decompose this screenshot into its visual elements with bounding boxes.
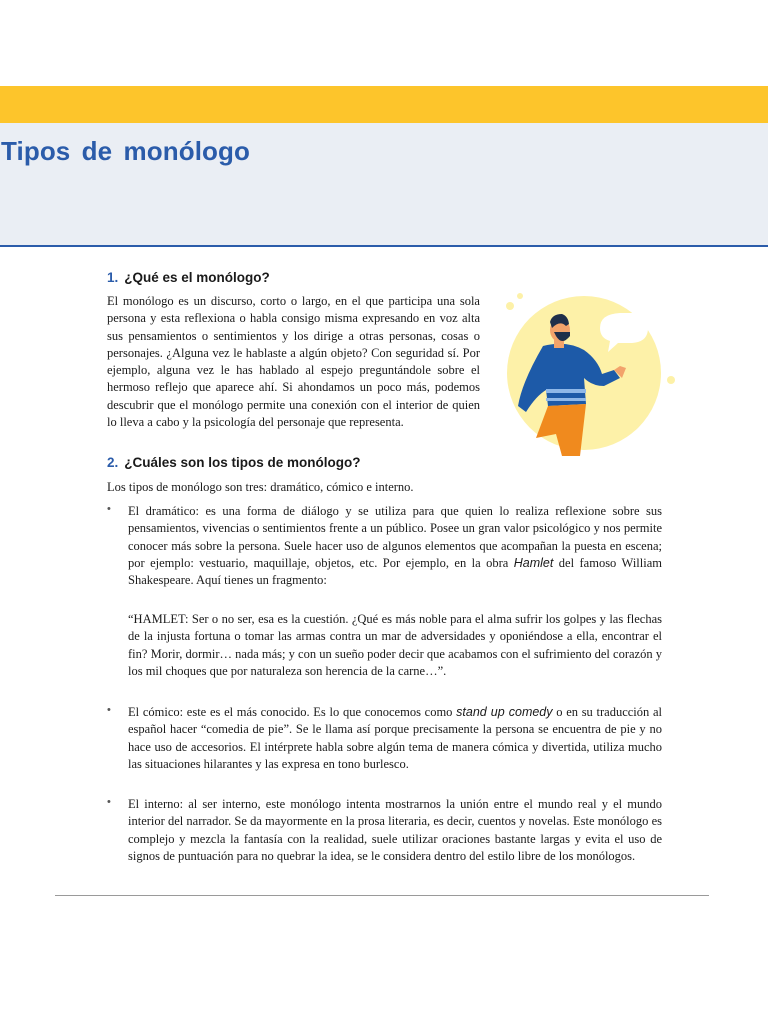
- illustration-dot: [506, 302, 514, 310]
- list-item-internal: [107, 796, 662, 865]
- header-yellow-band: [0, 86, 768, 123]
- bullet-icon: •: [107, 704, 111, 716]
- types-intro: Los tipos de monólogo son tres: dramático, cómico e interno.: [107, 480, 414, 494]
- footer-divider: [55, 895, 709, 896]
- section-1-title: ¿Qué es el monólogo?: [124, 270, 270, 285]
- bullet-icon: •: [107, 503, 111, 515]
- stand-up-comedy: stand up comedy: [456, 705, 553, 719]
- section-2-heading: [107, 455, 361, 470]
- hamlet-title: Hamlet: [513, 555, 554, 570]
- internal-text: El interno: al ser interno, este monólogo intenta mostrarnos la unión entre el mundo real y el mundo interior del narrador. Se da mayormente en la prosa literaria, es decir, cuentos y novelas. Este monólogo es complejo y mezcla la fantasía con la realidad, suele utilizar oraciones bastante largas y evita el uso de signos de puntuación para no quebrar la idea, se le considera dentro del estilo libre de los monólogos.: [128, 797, 662, 863]
- section-2-number: 2.: [107, 455, 119, 470]
- dramatic-text: El dramático: es una forma de diálogo y se utiliza para que quien lo realiza reflexione sobre sus pensamientos, vivencias o sentimientos frente a un público. Posee un gran valor psicológico y nos permite conocer más sobre la persona. Suele hacer uso de algunos elementos que acompañan la puesta en escena; por ejemplo: vestuario, maquillaje, objetos, etc. Por ejemplo, en la obra Hamlet del famoso William Shakespeare. Aquí tienes un fragmento:: [128, 504, 662, 588]
- sweater-stripe: [546, 389, 586, 393]
- section-2-title: ¿Cuáles son los tipos de monólogo?: [124, 455, 361, 470]
- section-1-number: 1.: [107, 270, 119, 285]
- list-item-dramatic: [107, 503, 662, 589]
- comic-text: El cómico: este es el más conocido. Es lo que conocemos como stand up comedy o en su traducción al español hacer “comedia de pie”. Se le llama así porque precisamente la persona se encuentra de pie y no hace uso de accesorios. El intérprete habla sobre algún tema de manera cómica y divertida, utiliza mucho las situaciones hilarantes y las expresa en tono burlesco.: [128, 705, 663, 771]
- illustration-dot: [667, 376, 675, 384]
- hamlet-quote: “HAMLET: Ser o no ser, esa es la cuestión. ¿Qué es más noble para el alma sufrir los golpes y las flechas de la injusta fortuna o tomar las armas contra un mar de adversidades y oponiéndose a ella, encontrar el fin? Morir, dormir… nada más; y con un sueño poder decir que acabamos con el sufrimiento del corazón y los mil choques que por naturaleza son herencia de la carne…”.: [128, 612, 662, 678]
- section-1-heading: [107, 270, 270, 285]
- bullet-icon: •: [107, 796, 111, 808]
- section-1-paragraph: El monólogo es un discurso, corto o largo, en el que participa una sola persona y esta reflexiona o habla consigo misma expresando en voz alta sus pensamientos o sentimientos y los dirige a otras personas, cosas o personajes. ¿Alguna vez le hablaste a algún objeto? Con seguridad sí. Por ejemplo, alguna vez le has hablado al espejo preguntándole sobre el hermoso reflejo que aparece ahí. Si ahondamos un poco más, podemos descubrir que el monólogo permite una conexión con el interior de quien lo lleva a cabo y la psicología del personaje que representa.: [107, 294, 480, 430]
- page-title: Tipos de monólogo: [1, 136, 250, 166]
- man-talking-illustration: [496, 286, 678, 458]
- illustration-dot: [517, 293, 523, 299]
- list-item-comic: [107, 704, 662, 773]
- sweater-stripe: [546, 398, 586, 401]
